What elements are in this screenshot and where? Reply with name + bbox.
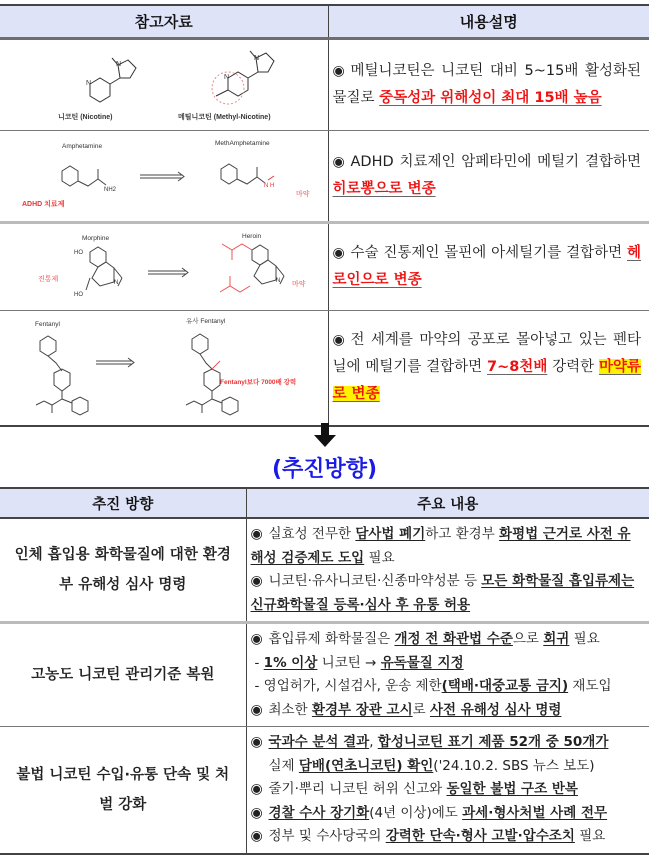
highlight-text: 히로뽕으로 변종 <box>332 180 436 197</box>
bullet-icon: ◉ <box>332 332 345 348</box>
table-row <box>0 222 649 310</box>
content-cell: ◉ 국과수 분석 결과, 합성니코틴 표기 제품 52개 중 50개가 실제 담배(연초니코틴) 확인('24.10.2. SBS 뉴스 보도) ◉ 줄기·뿌리 니코틴 허위 신고와 동일한 불법 구조 반복 ◉ 경찰 수사 장기화(4년 이상)에도 과세·형사처벌 사례 전무 ◉ 정부 및 수사당국의 강력한 단속·형사 고발·압수조치 필요 <box>246 727 649 854</box>
svg-text:Fentanyl보다 7000배 강력: Fentanyl보다 7000배 강력 <box>220 378 297 386</box>
down-arrow-icon <box>0 423 649 452</box>
table-row <box>0 623 649 727</box>
svg-text:마약: 마약 <box>296 190 310 198</box>
svg-text:N: N <box>86 79 92 87</box>
nicotine-structure-image <box>0 38 328 130</box>
content-cell: ◉ 흡입류제 화학물질은 개정 전 화관법 수준으로 회귀 필요 - 1% 이상 니코틴 → 유독물질 지정 - 영업허가, 시설검사, 운송 제한(택배·대중교통 금지) 재도입 ◉ 최소한 환경부 장관 고시로 사전 유해성 심사 명령 <box>246 623 649 727</box>
section-title: (추진방향) <box>271 457 378 482</box>
highlight-text: 7~8천배 <box>486 359 548 375</box>
svg-text:마약: 마약 <box>292 280 306 288</box>
table-row <box>0 38 649 130</box>
header-content: 주요 내용 <box>246 488 649 518</box>
direction-cell: 고농도 니코틴 관리기준 복원 <box>0 623 246 727</box>
svg-text:N: N <box>224 73 230 81</box>
bullet-icon: ◉ <box>250 526 263 542</box>
bullet-icon: ◉ <box>250 781 263 797</box>
svg-text:HO: HO <box>74 249 83 256</box>
direction-cell: 인체 흡입용 화학물질에 대한 환경부 유해성 심사 명령 <box>0 518 246 623</box>
description-methyl-nicotine: ◉ 메틸니코틴은 니코틴 대비 5~15배 활성화된 물질로 중독성과 위해성이 최대 15배 높음 <box>328 38 649 130</box>
svg-text:N: N <box>116 60 122 68</box>
svg-text:HO: HO <box>74 291 83 298</box>
header-description: 내용설명 <box>328 5 649 38</box>
svg-text:N H: N H <box>264 182 275 189</box>
bullet-icon: ◉ <box>250 828 263 844</box>
bullet-icon: ◉ <box>250 804 263 821</box>
amphetamine-structure-image <box>0 130 328 222</box>
svg-text:NH2: NH2 <box>104 186 117 193</box>
description-fentanyl: ◉ 전 세계를 마약의 공포로 몰아넣고 있는 펜타닐에 메틸기를 결합하면 7~8천배 강력한 마약류로 변종 <box>328 310 649 426</box>
svg-text:유사 Fentanyl: 유사 Fentanyl <box>186 317 226 325</box>
fentanyl-structure-image <box>0 310 328 426</box>
direction-table <box>0 487 649 855</box>
svg-text:Heroin: Heroin <box>242 232 262 240</box>
bullet-icon: ◉ <box>332 62 345 79</box>
bullet-icon: ◉ <box>250 701 263 718</box>
table-row <box>0 130 649 222</box>
svg-text:N: N <box>114 279 119 286</box>
table-row <box>0 310 649 426</box>
table-row <box>0 518 649 623</box>
svg-text:Amphetamine: Amphetamine <box>62 142 103 150</box>
description-amphetamine: ◉ ADHD 치료제인 암페타민에 메틸기 결합하면 히로뽕으로 변종 <box>328 130 649 222</box>
morphine-structure-image <box>0 222 328 310</box>
direction-cell: 불법 니코틴 수입·유통 단속 및 처벌 강화 <box>0 727 246 854</box>
bullet-icon: ◉ <box>332 153 345 170</box>
bullet-icon: ◉ <box>332 244 345 261</box>
bullet-icon: ◉ <box>250 573 263 589</box>
bullet-icon: ◉ <box>250 734 263 750</box>
svg-text:N: N <box>254 54 260 62</box>
svg-text:메틸니코틴 (Methyl-Nicotine): 메틸니코틴 (Methyl-Nicotine) <box>178 113 271 121</box>
bullet-icon: ◉ <box>250 631 263 647</box>
svg-text:진통제: 진통제 <box>38 275 59 283</box>
svg-text:니코틴 (Nicotine): 니코틴 (Nicotine) <box>58 113 113 121</box>
reference-table <box>0 4 649 427</box>
header-direction: 추진 방향 <box>0 488 246 518</box>
svg-text:Morphine: Morphine <box>82 234 110 242</box>
content-cell: ◉ 실효성 전무한 담사법 폐기하고 환경부 화평법 근거로 사전 유해성 검증제도 도입 필요 ◉ 니코틴·유사니코틴·신종마약성분 등 모든 화학물질 흡입류제는 신규화학물질 등록·심사 후 유통 허용 <box>246 518 649 623</box>
svg-text:Fentanyl: Fentanyl <box>35 320 60 328</box>
highlight-text: 헤로인으로 변종 <box>332 244 641 288</box>
svg-text:MethAmphetamine: MethAmphetamine <box>215 139 270 147</box>
highlight-text: 중독성과 위해성이 최대 15배 높음 <box>379 89 602 106</box>
svg-text:ADHD 치료제: ADHD 치료제 <box>22 200 65 208</box>
table-row <box>0 727 649 854</box>
description-morphine: ◉ 수술 진통제인 몰핀에 아세틸기를 결합하면 헤로인으로 변종 <box>328 222 649 310</box>
header-reference: 참고자료 <box>0 5 328 38</box>
svg-text:N: N <box>276 277 281 284</box>
highlight-text-marked: 마약류로 변종 <box>332 359 641 402</box>
